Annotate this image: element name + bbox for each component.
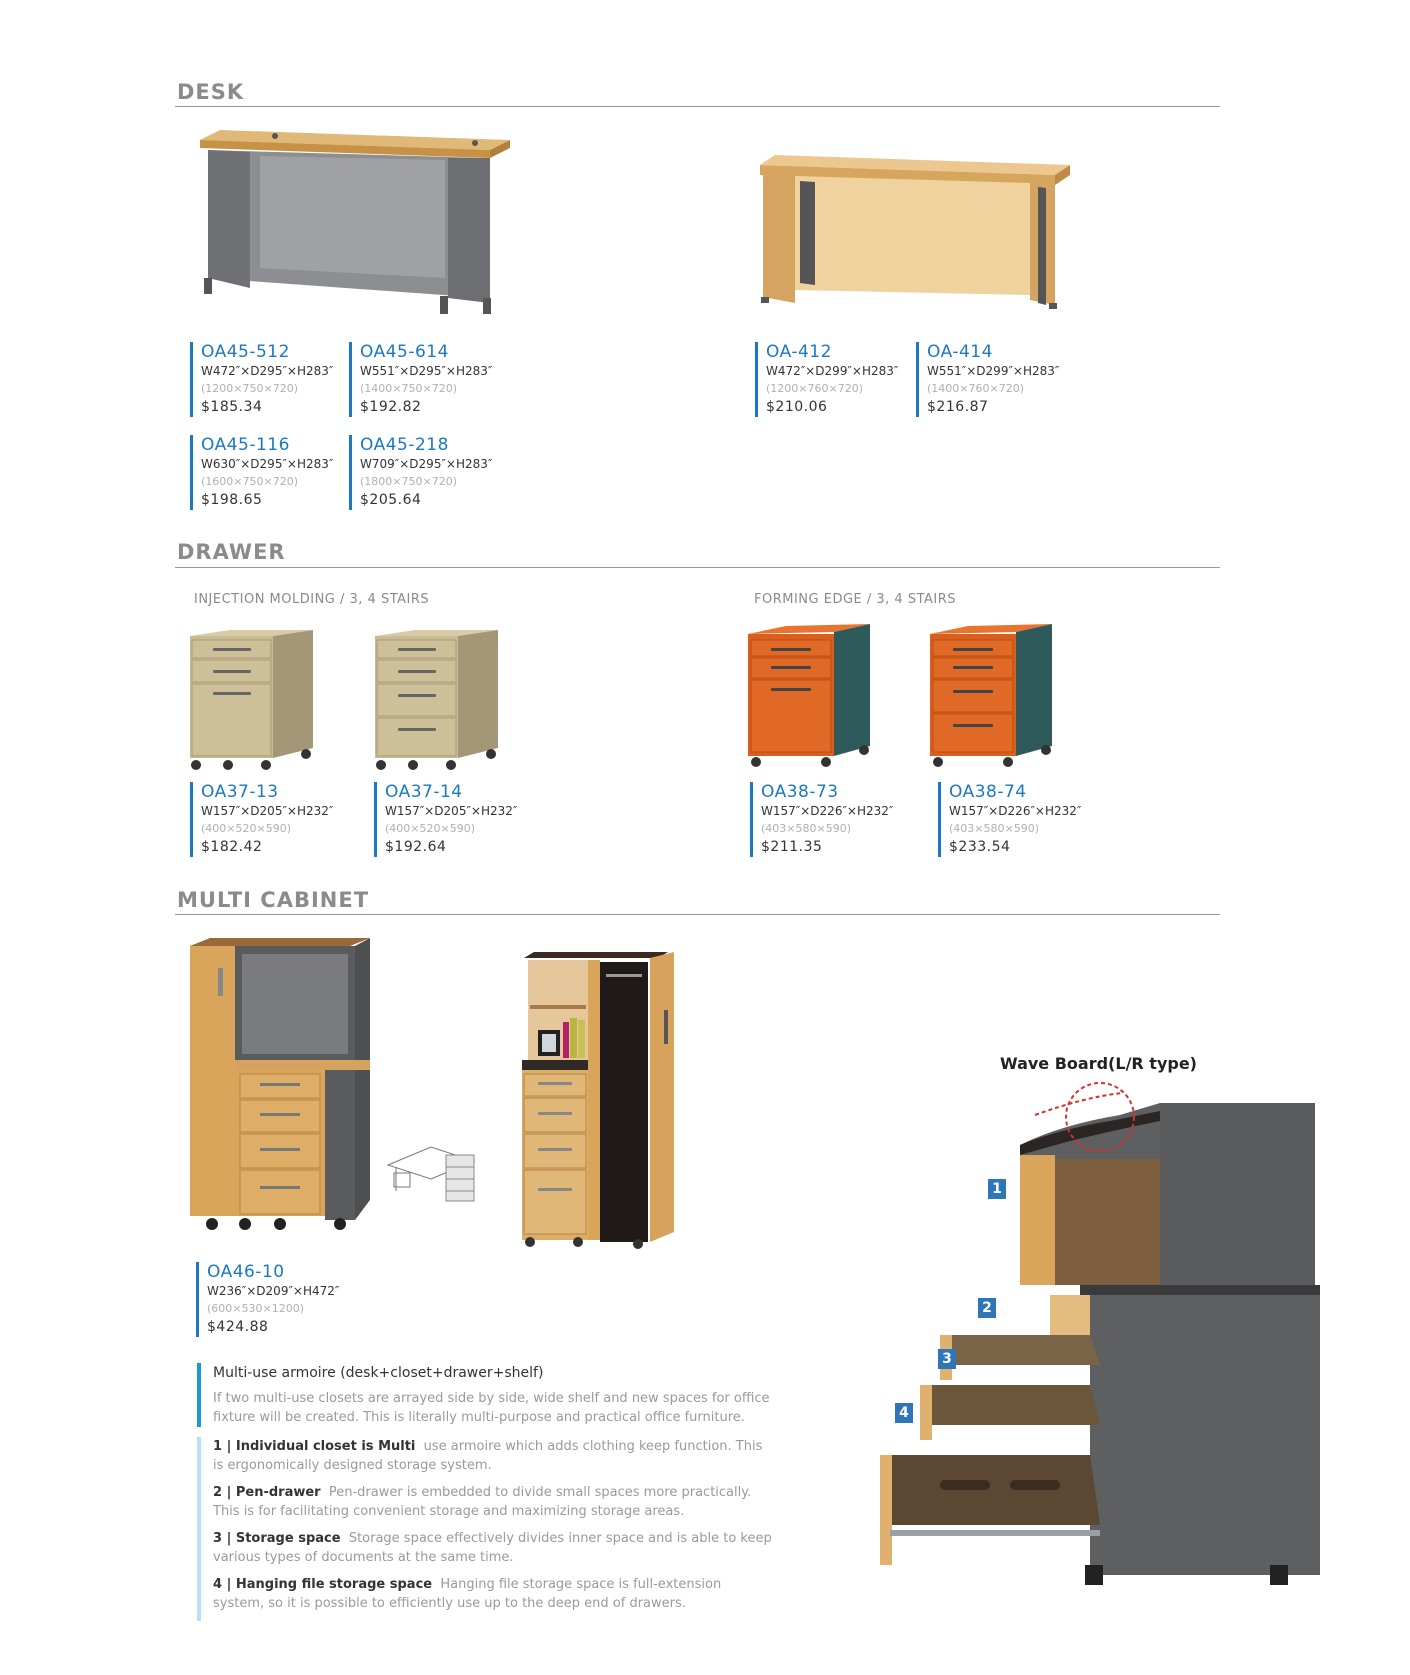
section-rule — [175, 106, 1220, 107]
product-dimensions: W157″×D226″×H232″ — [761, 804, 894, 818]
product-dimensions-mm: (600×530×1200) — [207, 1302, 305, 1315]
product-spec-drawer-1 — [190, 782, 333, 857]
product-dimensions-mm: (1800×750×720) — [360, 475, 458, 488]
section-title-desk: DESK — [177, 80, 245, 104]
product-price: $192.64 — [385, 839, 447, 855]
product-spec-desk-4 — [916, 342, 1059, 417]
product-spec-cabinet — [196, 1262, 339, 1337]
product-price: $198.65 — [201, 492, 263, 508]
product-spec-desk-2 — [349, 342, 492, 417]
section-title-drawer: DRAWER — [177, 540, 286, 564]
product-dimensions-mm: (1200×760×720) — [766, 382, 864, 395]
wave-board-label: Wave Board(L/R type) — [1000, 1054, 1197, 1073]
product-code: OA45-512 — [201, 342, 290, 362]
desk-layout-sketch-icon — [386, 1145, 476, 1205]
product-dimensions: W472″×D299″×H283″ — [766, 364, 899, 378]
product-price: $233.54 — [949, 839, 1011, 855]
callout-number: 3 — [938, 1349, 956, 1369]
product-dimensions: W709″×D295″×H283″ — [360, 457, 493, 471]
callout-number: 2 — [978, 1298, 996, 1318]
product-dimensions: W551″×D299″×H283″ — [927, 364, 1060, 378]
section-rule — [175, 567, 1220, 568]
product-dimensions-mm: (1200×750×720) — [201, 382, 299, 395]
product-price: $216.87 — [927, 399, 989, 415]
feature-item: 3 | Storage space Storage space effectively divides inner space and is able to keep various types of documents at the same time. — [213, 1531, 772, 1565]
section-title-multi-cabinet: MULTI CABINET — [177, 888, 370, 912]
drawer-image-oa37-13 — [188, 628, 318, 773]
callout-number: 1 — [988, 1179, 1006, 1199]
product-code: OA45-116 — [201, 435, 290, 455]
feature-item: 4 | Hanging file storage space Hanging file storage space is full-extension system, so it is possible to efficiently use up to the deep end of drawers. — [213, 1577, 722, 1611]
product-dimensions: W157″×D226″×H232″ — [949, 804, 1082, 818]
product-price: $210.06 — [766, 399, 828, 415]
product-code: OA38-73 — [761, 782, 839, 802]
product-dimensions-mm: (403×580×590) — [949, 822, 1040, 835]
feature-summary — [197, 1363, 773, 1427]
product-dimensions: W630″×D295″×H283″ — [201, 457, 334, 471]
cabinet-image-closed — [190, 938, 375, 1238]
product-spec-drawer-2 — [374, 782, 517, 857]
product-code: OA-414 — [927, 342, 993, 362]
product-dimensions: W157″×D205″×H232″ — [385, 804, 518, 818]
product-spec-drawer-3 — [750, 782, 893, 857]
product-dimensions-mm: (1400×750×720) — [360, 382, 458, 395]
product-price: $211.35 — [761, 839, 823, 855]
product-spec-desk-3 — [755, 342, 898, 417]
product-code: OA-412 — [766, 342, 832, 362]
product-dimensions-mm: (400×520×590) — [201, 822, 292, 835]
product-price: $205.64 — [360, 492, 422, 508]
product-dimensions-mm: (403×580×590) — [761, 822, 852, 835]
product-code: OA38-74 — [949, 782, 1027, 802]
product-spec-desk-6 — [349, 435, 492, 510]
product-code: OA45-218 — [360, 435, 449, 455]
feature-description: If two multi-use closets are arrayed side by side, wide shelf and new spaces for office fixture will be created. This is literally multi-purpose and practical office furniture. — [213, 1391, 770, 1425]
drawer-image-oa38-74 — [928, 622, 1058, 772]
product-dimensions-mm: (1400×760×720) — [927, 382, 1025, 395]
product-dimensions: W157″×D205″×H232″ — [201, 804, 334, 818]
desk-image-oa4 — [755, 155, 1085, 325]
section-rule — [175, 914, 1220, 915]
product-dimensions: W551″×D295″×H283″ — [360, 364, 493, 378]
product-price: $185.34 — [201, 399, 263, 415]
product-dimensions: W472″×D295″×H283″ — [201, 364, 334, 378]
drawer-image-oa37-14 — [373, 628, 503, 773]
product-code: OA37-13 — [201, 782, 279, 802]
cabinet-detail-illustration — [860, 1085, 1320, 1605]
feature-item: 2 | Pen-drawer Pen-drawer is embedded to divide small spaces more practically. This is for facilitating convenient storage and maximizing storage areas. — [213, 1485, 752, 1519]
feature-title: Multi-use armoire (desk+closet+drawer+shelf) — [213, 1365, 544, 1381]
product-dimensions-mm: (1600×750×720) — [201, 475, 299, 488]
callout-number: 4 — [895, 1403, 913, 1423]
feature-item: 1 | Individual closet is Multi use armoire which adds clothing keep function. This is ergonomically designed storage system. — [213, 1439, 763, 1473]
cabinet-image-open — [518, 950, 693, 1250]
product-dimensions-mm: (400×520×590) — [385, 822, 476, 835]
product-dimensions: W236″×D209″×H472″ — [207, 1284, 340, 1298]
product-price: $424.88 — [207, 1319, 269, 1335]
product-price: $192.82 — [360, 399, 422, 415]
product-spec-desk-1 — [190, 342, 333, 417]
product-spec-desk-5 — [190, 435, 333, 510]
desk-image-oa45 — [190, 128, 520, 328]
drawer-subtitle-forming: FORMING EDGE / 3, 4 STAIRS — [754, 592, 957, 607]
product-code: OA37-14 — [385, 782, 463, 802]
feature-list — [197, 1437, 773, 1621]
product-code: OA45-614 — [360, 342, 449, 362]
drawer-subtitle-injection: INJECTION MOLDING / 3, 4 STAIRS — [194, 592, 430, 607]
product-spec-drawer-4 — [938, 782, 1081, 857]
product-code: OA46-10 — [207, 1262, 285, 1282]
product-price: $182.42 — [201, 839, 263, 855]
drawer-image-oa38-73 — [746, 622, 876, 772]
